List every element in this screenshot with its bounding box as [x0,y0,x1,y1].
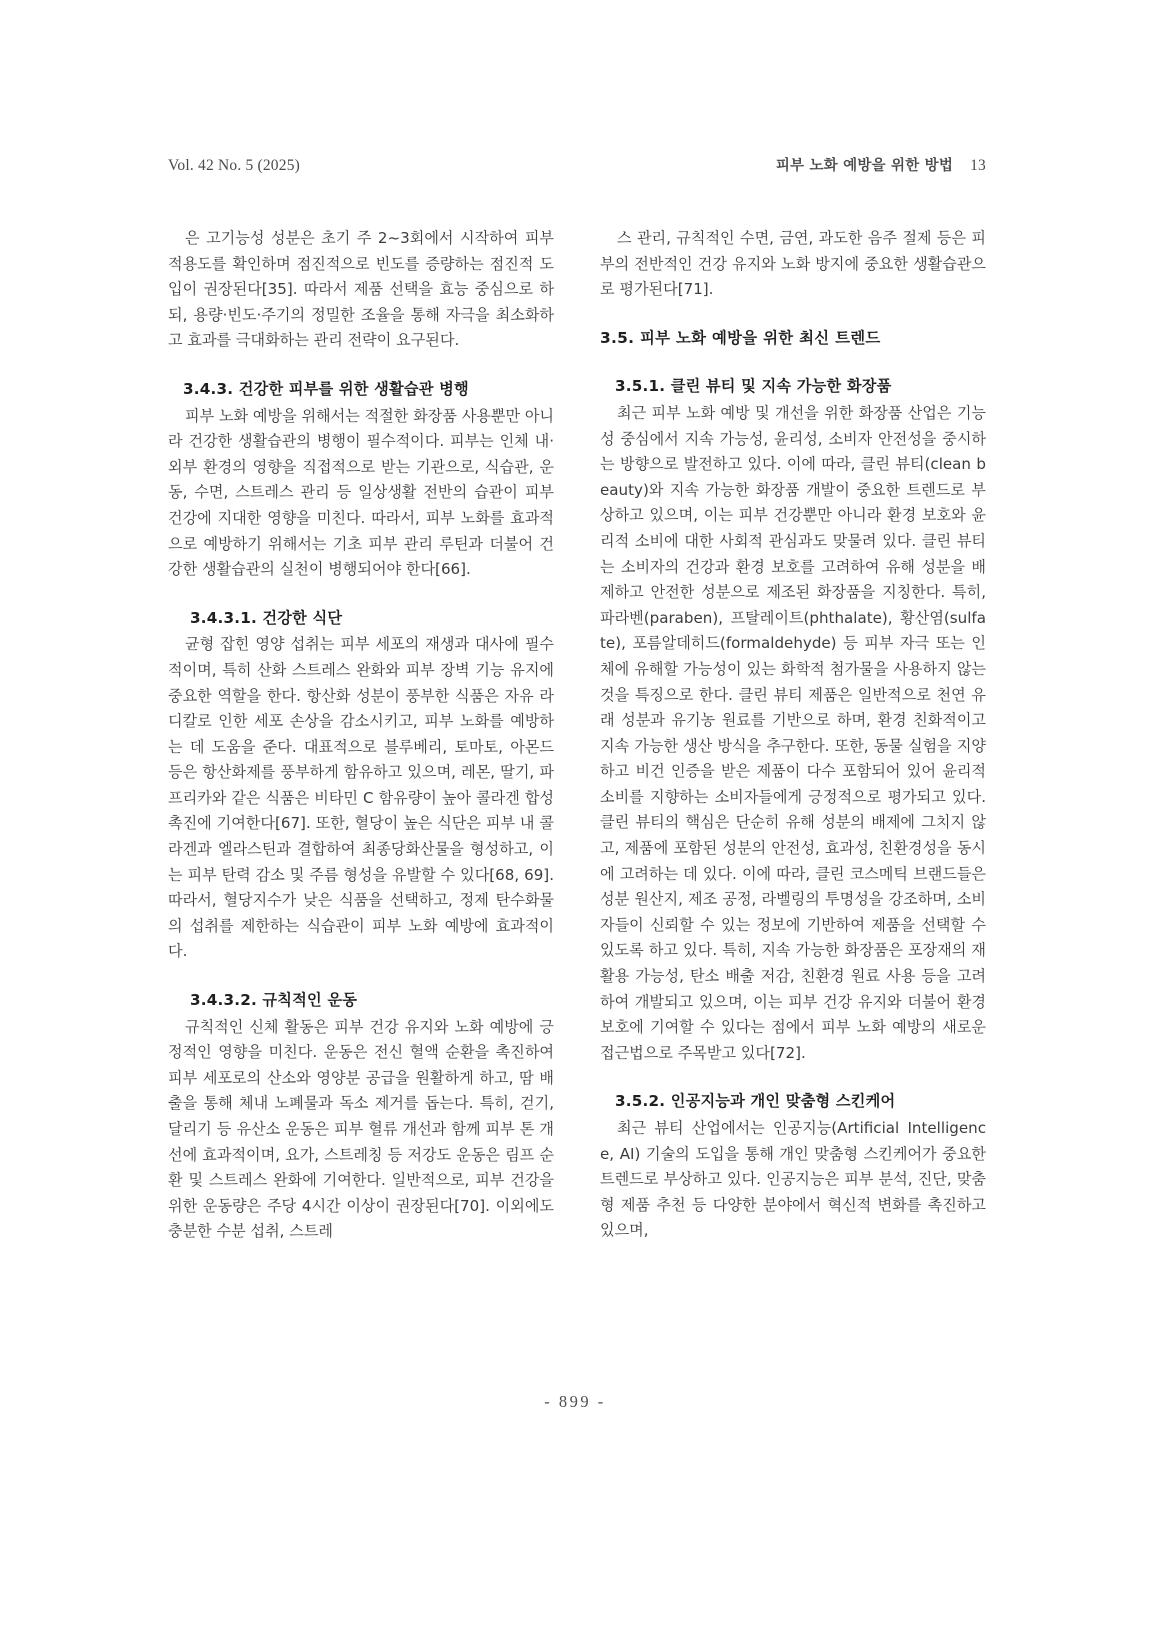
two-column-body [168,226,986,1245]
running-header-page-number: 13 [970,157,986,174]
left-column [168,226,554,1245]
paragraph-3-4-3: 피부 노화 예방을 위해서는 적절한 화장품 사용뿐만 아니라 건강한 생활습관의 병행이 필수적이다. 피부는 인체 내·외부 환경의 영향을 직접적으로 받는 기관으로, 식습관, 운동, 수면, 스트레스 관리 등 일상생활 전반의 습관이 피부 건강에 지대한 영향을 미친다. 따라서, 피부 노화를 효과적으로 예방하기 위해서는 기초 피부 관리 루틴과 더불어 건강한 생활습관의 실천이 병행되어야 한다[66]. [168,406,554,579]
heading-3-4-3: 3.4.3. 건강한 피부를 위한 생활습관 병행 [183,379,469,398]
paragraph-3-4-3-2: 규칙적인 신체 활동은 피부 건강 유지와 노화 예방에 긍정적인 영향을 미친다. 운동은 전신 혈액 순환을 촉진하여 피부 세포로의 산소와 영양분 공급을 원활하게 하고, 땀 배출을 통해 체내 노폐물과 독소 제거를 돕는다. 특히, 걷기, 달리기 등 유산소 운동은 피부 혈류 개선과 함께 피부 톤 개선에 효과적이며, 요가, 스트레칭 등 저강도 운동은 림프 순환 및 스트레스 완화에 기여한다. 일반적으로, 피부 건강을 위한 운동량은 주당 4시간 이상이 권장된다[70]. 이외에도 충분한 수분 섭취, 스트레 [168,1017,554,1241]
cut-off-bottom-line [168,1619,986,1633]
right-column [600,226,986,1245]
heading-3-4-3-2: 3.4.3.2. 규칙적인 운동 [190,991,358,1010]
heading-3-5-2: 3.5.2. 인공지능과 개인 맞춤형 스킨케어 [615,1092,896,1111]
heading-3-5: 3.5. 피부 노화 예방을 위한 최신 트렌드 [600,328,881,347]
paragraph-continued-from-left-column: 스 관리, 규칙적인 수면, 금연, 과도한 음주 절제 등은 피부의 전반적인 건강 유지와 노화 방지에 중요한 생활습관으로 평가된다[71]. [600,229,986,299]
volume-issue-label: Vol. 42 No. 5 (2025) [168,157,301,174]
running-header [168,154,986,175]
heading-3-5-1: 3.5.1. 클린 뷰티 및 지속 가능한 화장품 [615,377,892,396]
running-title: 피부 노화 예방을 위한 방법 [775,158,954,174]
paragraph-continued-from-previous-page: 은 고기능성 성분은 초기 주 2~3회에서 시작하여 피부 적용도를 확인하며 점진적으로 빈도를 증량하는 점진적 도입이 권장된다[35]. 따라서 제품 선택을 효능 중심으로 하되, 용량·빈도·주기의 정밀한 조율을 통해 자극을 최소화하고 효과를 극대화하는 관리 전략이 요구된다. [168,229,554,350]
running-title-group [776,154,986,175]
paragraph-3-5-1: 최근 피부 노화 예방 및 개선을 위한 화장품 산업은 기능성 중심에서 지속 가능성, 윤리성, 소비자 안전성을 중시하는 방향으로 발전하고 있다. 이에 따라, 클린 뷰티(clean beauty)와 지속 가능한 화장품 개발이 중요한 트렌드로 부상하고 있으며, 이는 피부 건강뿐만 아니라 환경 보호와 윤리적 소비에 대한 사회적 관심과도 맞물려 있다. 클린 뷰티는 소비자의 건강과 환경 보호를 고려하여 유해 성분을 배제하고 안전한 성분으로 제조된 화장품을 지칭한다. 특히, 파라벤(paraben), 프탈레이트(phthalate), 황산염(sulfate), 포름알데히드(formaldehyde) 등 피부 자극 또는 인체에 유해할 가능성이 있는 화학적 첨가물을 사용하지 않는 것을 특징으로 한다. 클린 뷰티 제품은 일반적으로 천연 유래 성분과 유기농 원료를 기반으로 하며, 환경 친화적이고 지속 가능한 생산 방식을 추구한다. 또한, 동물 실험을 지양하고 비건 인증을 받은 제품이 다수 포함되어 있어 윤리적 소비를 지향하는 소비자들에게 긍정적으로 평가되고 있다. 클린 뷰티의 핵심은 단순히 유해 성분의 배제에 그치지 않고, 제품에 포함된 성분의 안전성, 효과성, 친환경성을 동시에 고려하는 데 있다. 이에 따라, 클린 코스메틱 브랜드들은 성분 원산지, 제조 공정, 라벨링의 투명성을 강조하며, 소비자들이 신뢰할 수 있는 정보에 기반하여 제품을 선택할 수 있도록 하고 있다. 특히, 지속 가능한 화장품은 포장재의 재활용 가능성, 탄소 배출 저감, 친환경 원료 사용 등을 고려하여 개발되고 있으며, 이는 피부 건강 유지와 더불어 환경 보호에 기여할 수 있다는 점에서 피부 노화 예방의 새로운 접근법으로 주목받고 있다[72]. [600,403,986,1062]
heading-3-4-3-1: 3.4.3.1. 건강한 식단 [190,608,343,627]
paragraph-3-5-2: 최근 뷰티 산업에서는 인공지능(Artificial Intelligence, AI) 기술의 도입을 통해 개인 맞춤형 스킨케어가 중요한 트렌드로 부상하고 있다. 인공지능은 피부 분석, 진단, 맞춤형 제품 추천 등 다양한 분야에서 혁신적 변화를 촉진하고 있으며, [600,1119,986,1240]
paragraph-3-4-3-1: 균형 잡힌 영양 섭취는 피부 세포의 재생과 대사에 필수적이며, 특히 산화 스트레스 완화와 피부 장벽 기능 유지에 중요한 역할을 한다. 항산화 성분이 풍부한 식품은 자유 라디칼로 인한 세포 손상을 감소시키고, 피부 노화를 예방하는 데 도움을 준다. 대표적으로 블루베리, 토마토, 아몬드 등은 항산화제를 풍부하게 함유하고 있으며, 레몬, 딸기, 파프리카와 같은 식품은 비타민 C 함유량이 높아 콜라겐 합성 촉진에 기여한다[67]. 또한, 혈당이 높은 식단은 피부 내 콜라겐과 엘라스틴과 결합하여 최종당화산물을 형성하고, 이는 피부 탄력 감소 및 주름 형성을 유발할 수 있다[68, 69]. 따라서, 혈당지수가 낮은 식품을 선택하고, 정제 탄수화물의 섭취를 제한하는 식습관이 피부 노화 예방에 효과적이다. [168,635,554,961]
footer-page-number: - 899 - [544,1392,606,1411]
